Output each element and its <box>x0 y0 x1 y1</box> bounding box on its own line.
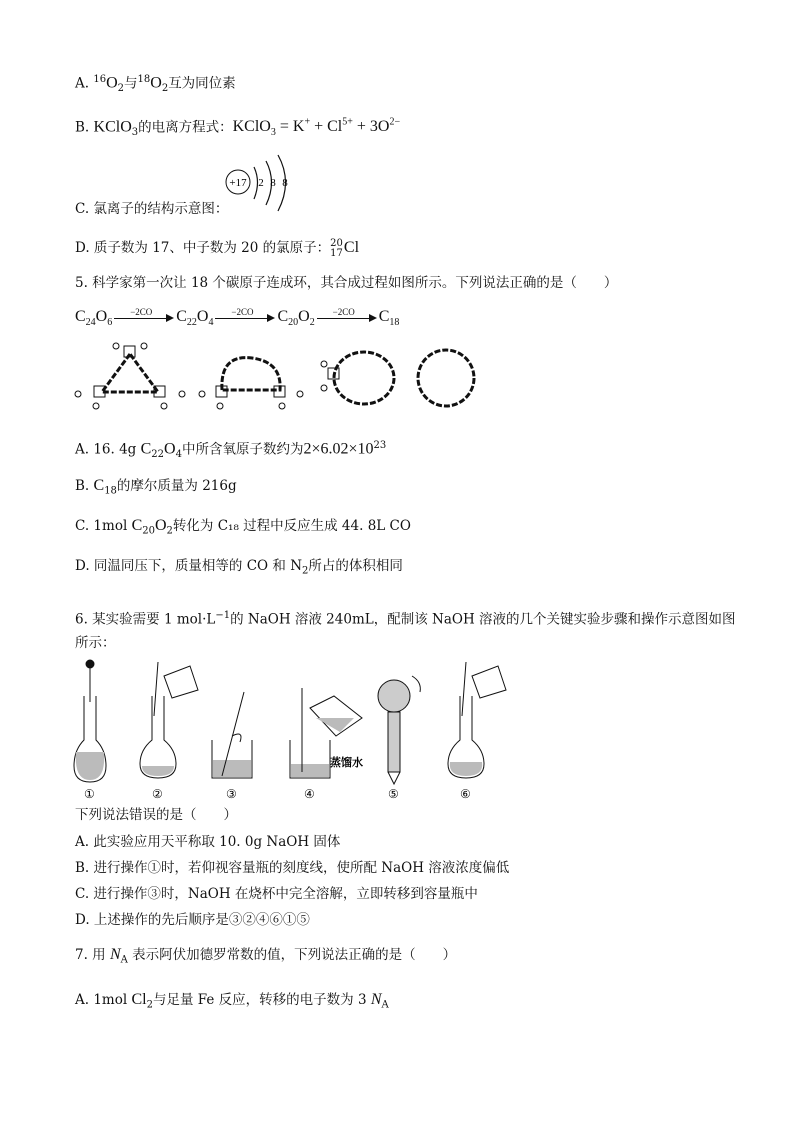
q6-stem-line1: 6. 某实验需要 1 $mol\cdot L^{-1}$的 NaOH 溶液 240mL，配制该 NaOH 溶液的几个关键实验步骤和操作示意图如图 <box>75 610 736 628</box>
q5-reaction-scheme: $C_{24}O_6$ −2CO $C_{22}O_4$ −2CO $C_{20}O_2$ −2CO $C_{18}$ <box>75 307 400 329</box>
reaction-arrow-1: −2CO <box>114 310 174 324</box>
reaction-arrow-3: −2CO <box>317 310 377 324</box>
molecule-c22o4 <box>199 358 303 409</box>
q4-option-d: D. 质子数为 17、中子数为 20 的氯原子：20 17Cl <box>75 237 360 259</box>
q6-stem-line2: 所示： <box>75 635 116 651</box>
solution-preparation-steps-figure <box>72 656 512 804</box>
carbon-ring-structures-figure <box>72 342 472 422</box>
q7-option-a: A. 1mol $Cl_2$与足量 Fe 反应，转移的电子数为 3 $N_A$ <box>75 991 389 1011</box>
step-3-dissolve-in-beaker <box>212 692 252 778</box>
step-6-pour-into-flask <box>448 662 506 778</box>
q6-option-d: D. 上述操作的先后顺序是③②④⑥①⑤ <box>75 912 310 928</box>
chloride-ion-structure-diagram <box>225 155 305 215</box>
step-label-2: ② <box>152 787 163 801</box>
step-label-3: ③ <box>226 787 237 801</box>
molecule-c18 <box>418 350 474 406</box>
ionization-equation: KClO$_3$ = $K^+ + Cl^{5+} + 3O^{2-}$ <box>232 117 401 139</box>
nucleus-charge: +17 <box>229 177 247 189</box>
shell-count-1: 2 <box>258 177 264 189</box>
step-2-transfer-to-flask <box>140 662 198 778</box>
q4-option-c: C. 氯离子的结构示意图： <box>75 201 229 217</box>
step-label-4: ④ <box>304 787 315 801</box>
nuclide-notation: 20 17 <box>330 237 343 259</box>
distilled-water-label: 蒸馏水 <box>330 756 363 769</box>
q5-option-a: A. 16. 4g $C_{22}O_4$中所含氧原子数约为$2\times 6.02\times 10^{23}$ <box>75 440 387 461</box>
shell-arc-1 <box>254 167 258 199</box>
q6-option-a: A. 此实验应用天平称取 10. 0g NaOH 固体 <box>75 834 341 850</box>
molecule-c20o2 <box>321 352 394 404</box>
q6-option-c: C. 进行操作③时，NaOH 在烧杯中完全溶解，立即转移到容量瓶中 <box>75 886 478 902</box>
q5-option-d: D. 同温同压下，质量相等的 CO 和 $N_2$所占的体积相同 <box>75 558 403 577</box>
q6-question: 下列说法错误的是（ ） <box>75 807 237 823</box>
step-label-6: ⑥ <box>460 787 471 801</box>
q7-stem: 7. 用 $N_A$ 表示阿伏加德罗常数的值，下列说法正确的是（ ） <box>75 946 457 966</box>
reaction-arrow-2: −2CO <box>215 310 275 324</box>
q4-option-b: B. KClO$_3$的电离方程式：KClO$_3$ = $K^+ + Cl^{5+} + 3O^{2-}$ <box>75 117 401 139</box>
molecule-c24o6 <box>75 343 185 409</box>
step-1-dropper-flask <box>74 660 106 782</box>
q5-stem: 5. 科学家第一次让 18 个碳原子连成环，其合成过程如图所示。下列说法正确的是（ ） <box>75 275 618 291</box>
q5-option-b: B. $C_{18}$的摩尔质量为 216g <box>75 477 237 497</box>
step-label-1: ① <box>84 787 95 801</box>
step-label-5: ⑤ <box>388 787 399 801</box>
q4-option-a: A. $^{16}O_2$与$^{18}O_2$互为同位素 <box>75 74 236 95</box>
shell-count-3: 8 <box>282 177 288 189</box>
step-5-invert-and-shake <box>378 676 420 784</box>
shell-count-2: 8 <box>270 177 276 189</box>
q5-option-c: C. 1mol $C_{20}O_2$转化为 C₁₈ 过程中反应生成 44. 8L CO <box>75 517 411 537</box>
q6-option-b: B. 进行操作①时，若仰视容量瓶的刻度线，使所配 NaOH 溶液浓度偏低 <box>75 860 510 876</box>
